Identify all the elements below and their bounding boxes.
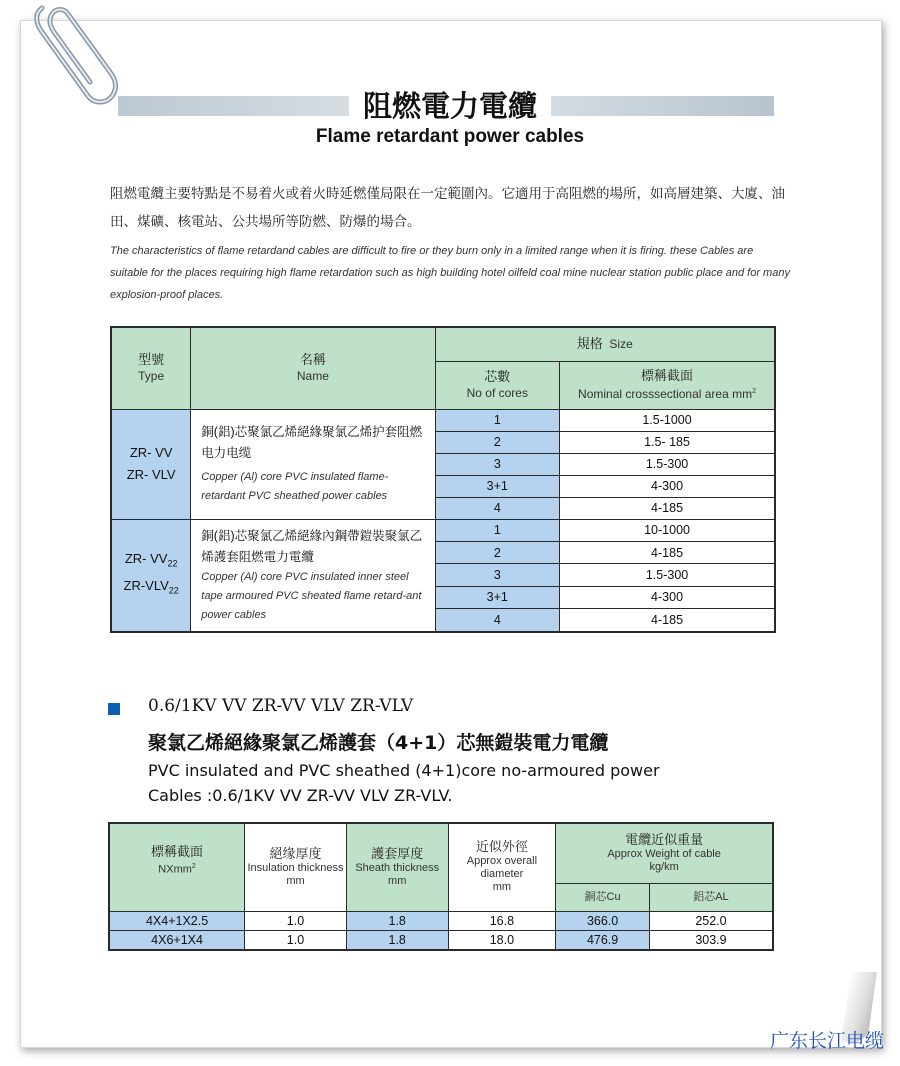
area-cell: 4-300 bbox=[560, 475, 775, 497]
col-name-header: 名稱 Name bbox=[191, 327, 435, 409]
diameter-cell: 16.8 bbox=[448, 911, 556, 930]
col-area-header: 標稱截面 NXmm$^2$ bbox=[109, 823, 245, 911]
col-al-header: 鋁芯AL bbox=[649, 883, 773, 911]
cores-cell: 3 bbox=[435, 453, 560, 475]
section-title-en: PVC insulated and PVC sheathed (4+1)core no-armoured power Cables :0.6/1KV VV ZR-VV VLV ZR-VLV. bbox=[148, 761, 660, 805]
cores-cell: 3+1 bbox=[435, 475, 560, 497]
cores-cell: 4 bbox=[435, 609, 560, 632]
spec-table bbox=[110, 326, 776, 633]
page-title-cn: 阻燃電力電纜 bbox=[0, 84, 900, 125]
col-cores-header: 芯數 No of cores bbox=[435, 361, 560, 409]
brand-footer: 广东长江电缆 bbox=[769, 1030, 884, 1052]
diameter-cell: 18.0 bbox=[448, 930, 556, 950]
area-cell: 4-185 bbox=[560, 541, 775, 563]
cores-cell: 3 bbox=[435, 564, 560, 586]
col-cu-header: 銅芯Cu bbox=[556, 883, 650, 911]
cores-cell: 1 bbox=[435, 519, 560, 541]
al-weight-cell: 252.0 bbox=[649, 911, 773, 930]
cores-cell: 2 bbox=[435, 541, 560, 563]
cores-cell: 1 bbox=[435, 409, 560, 431]
col-size-header: 規格 Size bbox=[435, 327, 775, 361]
section-bullet-icon bbox=[108, 703, 120, 715]
area-cell: 4-300 bbox=[560, 586, 775, 608]
name-cell-group1: 銅(鋁)芯聚氯乙烯絕緣聚氯乙烯护套阻燃电力电缆 Copper (Al) core PVC insulated flame-retardant PVC sheathed power cables bbox=[191, 409, 435, 519]
intro-text-en: The characteristics of flame retardand cables are difficult to fire or they burn only in a limited range when it is firing. these Cables are suitable for the places requiring high flame retardation such as high building hotel oilfeld coal mine nuclear station public place and for many explosion-proof places. bbox=[110, 245, 790, 301]
col-diameter-header: 近似外徑 Approx overall diameter mm bbox=[448, 823, 556, 911]
area-cell: 10-1000 bbox=[560, 519, 775, 541]
col-type-header: 型號 Type bbox=[111, 327, 191, 409]
col-weight-header: 電纜近似重量 Approx Weight of cable kg/km bbox=[556, 823, 773, 883]
section-title-cn: 聚氯乙烯絕緣聚氯乙烯護套（4+1）芯無鎧裝電力電纜 bbox=[148, 732, 609, 754]
section-voltage-line: 0.6/1KV VV ZR-VV VLV ZR-VLV bbox=[148, 696, 414, 716]
type-cell-group2: ZR- $VV_{22}$ $ZR-VLV_{22}$ bbox=[111, 519, 191, 632]
col-area-header: 標稱截面 Nominal crosssectional area $mm^2$ bbox=[560, 361, 775, 409]
page-title-en: Flame retardant power cables bbox=[315, 126, 585, 147]
cores-cell: 3+1 bbox=[435, 586, 560, 608]
al-weight-cell: 303.9 bbox=[649, 930, 773, 950]
cu-weight-cell: 366.0 bbox=[556, 911, 650, 930]
area-cell: 4X4+1X2.5 bbox=[109, 911, 245, 930]
type-cell-group1: ZR- VV ZR- VLV bbox=[111, 409, 191, 519]
area-cell: 4X6+1X4 bbox=[109, 930, 245, 950]
intro-text-cn: 阻燃電纜主要特點是不易着火或着火時延燃僅局限在一定範圍內。它適用于高阻燃的場所，如高層建築、大廈、油田、煤礦、核電站、公共場所等防燃、防爆的場合。 bbox=[110, 186, 785, 230]
col-insulation-header: 絕缘厚度 Insulation thickness mm bbox=[245, 823, 347, 911]
sheath-cell: 1.8 bbox=[346, 930, 448, 950]
cores-cell: 2 bbox=[435, 431, 560, 453]
area-cell: 1.5- 185 bbox=[560, 431, 775, 453]
col-sheath-header: 護套厚度 Sheath thickness mm bbox=[346, 823, 448, 911]
cores-cell: 4 bbox=[435, 497, 560, 519]
dimension-table bbox=[108, 822, 774, 951]
area-cell: 1.5-300 bbox=[560, 453, 775, 475]
area-cell: 4-185 bbox=[560, 497, 775, 519]
insulation-cell: 1.0 bbox=[245, 930, 347, 950]
area-cell: 1.5-1000 bbox=[560, 409, 775, 431]
area-cell: 1.5-300 bbox=[560, 564, 775, 586]
name-cell-group2: 銅(鋁)芯聚氯乙烯絕緣內鋼帶鎧裝聚氯乙烯護套阻燃電力電纜 Copper (Al) core PVC insulated inner steel tape armoured PVC sheated flame retard-ant power cables bbox=[191, 519, 435, 632]
area-cell: 4-185 bbox=[560, 609, 775, 632]
cu-weight-cell: 476.9 bbox=[556, 930, 650, 950]
insulation-cell: 1.0 bbox=[245, 911, 347, 930]
sheath-cell: 1.8 bbox=[346, 911, 448, 930]
